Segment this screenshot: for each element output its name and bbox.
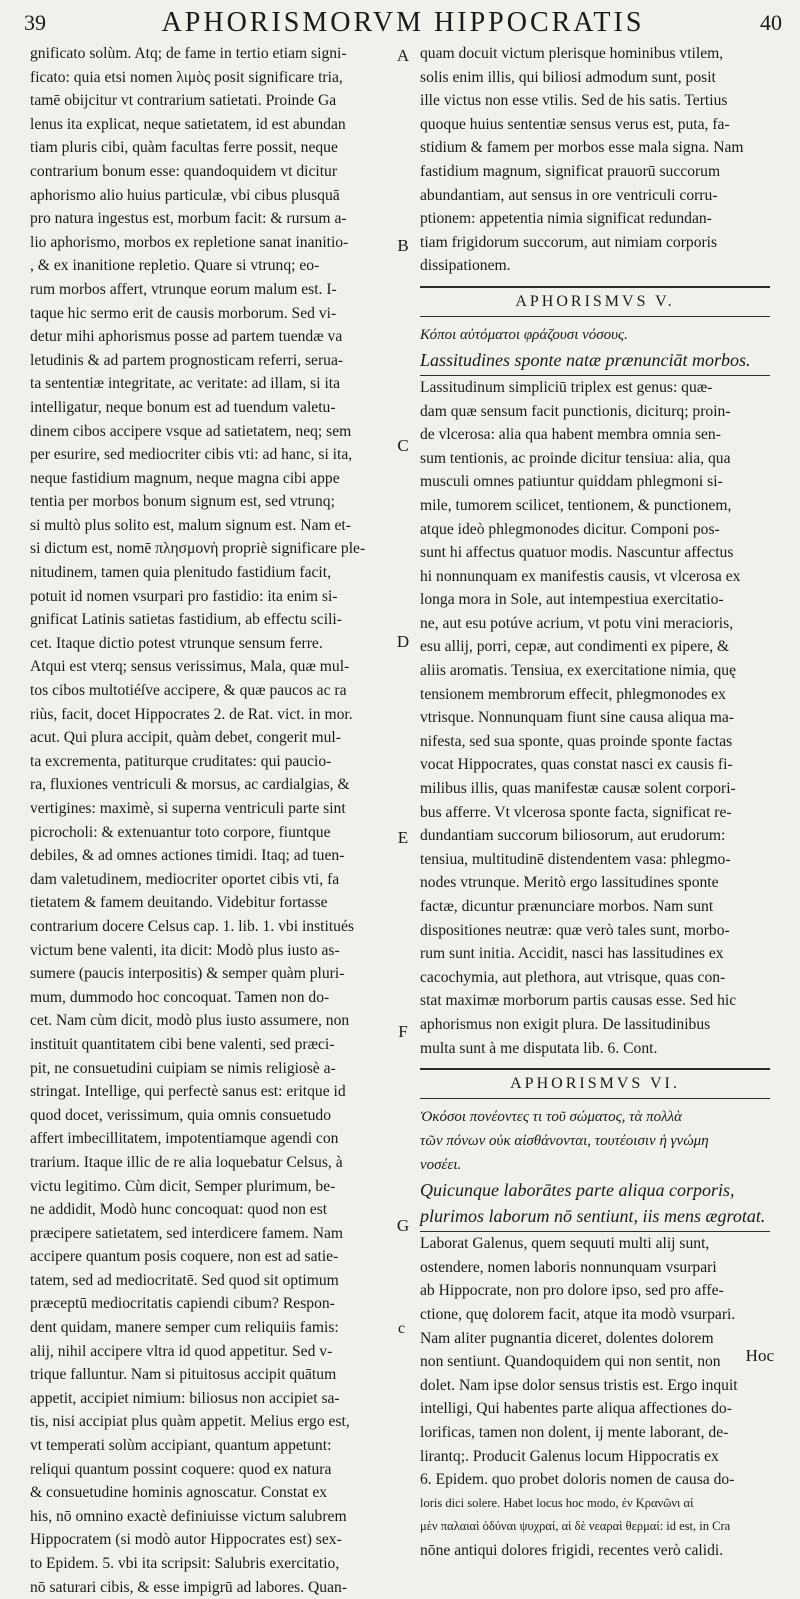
text-line: quam docuit victum plerisque hominibus vtilem, bbox=[420, 45, 724, 62]
text-line: rum sunt initia. Accidit, nasci has lassitudines ex bbox=[420, 945, 724, 963]
text-line: trarium. Itaque illic de re alia loquebatur Celsus, à bbox=[30, 1153, 343, 1171]
text-line: nifesta, sed sua sponte, quas proinde sponte factas bbox=[420, 732, 733, 750]
right-column bbox=[420, 42, 770, 1562]
margin-letter-c: C bbox=[397, 436, 409, 455]
left-column bbox=[30, 42, 388, 1599]
catchword: Hoc bbox=[745, 1346, 774, 1365]
ornament-mark: c bbox=[398, 1320, 406, 1337]
text-line: ne, aut esu potúve acrium, vt potu vini meracioris, bbox=[420, 614, 734, 632]
text-line: vertigines: maximè, si superna ventriculi parte sint bbox=[30, 800, 346, 817]
text-line: dam quæ sensum facit punctionis, diciturq; proin- bbox=[420, 402, 731, 420]
text-line: pro natura ingestus est, morbum facit: & rursum a- bbox=[30, 210, 347, 228]
text-line: si dictum est, nomē πλησμονὴ propriè significare ple- bbox=[30, 540, 366, 558]
text-line: stringat. Intellige, qui perfectè sanus est: eritque id bbox=[30, 1083, 346, 1101]
text-line: alij, nihil accipere vltra id quod appetitur. Sed v- bbox=[30, 1342, 333, 1360]
text-line: tis, nisi accipiat plus quàm appetit. Melius ergo est, bbox=[30, 1413, 350, 1431]
text-line: rum morbos affert, vtrunque eorum malum est. I- bbox=[30, 280, 337, 298]
text-line: tos cibos multotiéſve accipere, & quæ paucos ac ra bbox=[30, 682, 347, 700]
text-line: lorificas, tamen non dolent, ij mente laborant, de- bbox=[420, 1423, 729, 1441]
text-line: tamē obijcitur vt contrarium satietati. Proinde Ga bbox=[30, 92, 337, 110]
text-line: dinem cibos accipere vsque ad satietatem, neq; sem bbox=[30, 422, 352, 440]
text-line: mum, dummodo hoc concoquat. Tamen non do- bbox=[30, 988, 330, 1006]
margin-letter-f: F bbox=[398, 1022, 408, 1041]
text-line: ptionem: appetentia nimia significat redundan- bbox=[420, 210, 712, 228]
text-line: μὲν παλαιαὶ ὀδύναι ψυχραί, αἱ δὲ νεαραὶ θερμαί: id est, in Cra bbox=[420, 1519, 731, 1534]
text-line: intelligatur, neque bonum est ad tuendum valetu- bbox=[30, 398, 336, 416]
text-line: lio aphorismo, morbos ex repletione sanat inanitio- bbox=[30, 233, 349, 251]
text-line: lirantq;. Producit Galenus locum Hippocratis ex bbox=[420, 1447, 719, 1465]
text-line: Laborat Galenus, quem sequuti multi alij sunt, bbox=[420, 1235, 710, 1253]
text-line: quoque huius sententiæ sensus verus est, puta, fa- bbox=[420, 115, 730, 133]
text-line: esu allij, porri, cepæ, aut condimenti ex pipere, & bbox=[420, 638, 730, 656]
text-line: non sentiunt. Quandoquidem qui non sentit, non bbox=[420, 1353, 721, 1371]
text-line: tietatem & famem deuitando. Videbitur fortasse bbox=[30, 894, 328, 912]
text-line: potuit id nomen vsurpari pro fastidio: ita enim si- bbox=[30, 587, 338, 605]
text-line: fastidium magnum, significat prauorū succorum bbox=[420, 162, 721, 180]
text-line: si multò plus solito est, malum signum est. Nam et- bbox=[30, 516, 351, 534]
aphorism-6-greek: νοσέει. bbox=[420, 1157, 462, 1174]
text-line: ille victus non esse vtilis. Sed de his satis. Tertius bbox=[420, 92, 728, 110]
text-line: ta sententiæ integritate, ac veritate: ad illam, si ita bbox=[30, 375, 341, 393]
text-line: hi nonnunquam ex manifestis causis, vt vlcerosa ex bbox=[420, 567, 741, 585]
text-line: musculi omnes patiuntur quiddam phlegmoni si- bbox=[420, 473, 723, 491]
text-line: dent quidam, manere semper cum reliquiis famis: bbox=[30, 1319, 339, 1337]
text-line: dispositiones neutræ: quæ verò tales sunt, morbo- bbox=[420, 921, 730, 939]
text-line: affert imbecillitatem, impotentiamque agendi con bbox=[30, 1130, 339, 1148]
text-line: Hippocratem (si modò autor Hippocrates est) sex- bbox=[30, 1531, 342, 1549]
text-line: neque fastidium magnum, neque magna cibi appe bbox=[30, 469, 340, 487]
text-line: reliqui quantum possint coquere: quod ex natura bbox=[30, 1460, 332, 1478]
aphorism-6-greek: Ὁκόσοι πονέοντες τι τοῦ σώματος, τὰ πολλὰ bbox=[420, 1109, 683, 1126]
text-line: mile, tumorem scilicet, tentionem, & punctionem, bbox=[420, 496, 732, 514]
text-line: gnificato solùm. Atq; de fame in tertio etiam signi- bbox=[30, 45, 347, 62]
margin-letter-g: G bbox=[396, 1216, 410, 1235]
margin-letter-e: E bbox=[397, 828, 409, 847]
text-line: tensionem membrorum effecit, phlegmonodes ex bbox=[420, 685, 726, 703]
text-line: pit, ne consuetudini cuipiam se nimis religiosè a- bbox=[30, 1059, 336, 1077]
text-line: solis enim illis, qui biliosi admodum sunt, posit bbox=[420, 68, 716, 86]
text-line: tensiua, multitudinē distendentem vasa: phlegmo- bbox=[420, 850, 731, 868]
text-line: Lassitudinum simpliciū triplex est genus: quæ- bbox=[420, 378, 713, 396]
text-line: stidium & famem per morbos esse mala signa. Nam bbox=[420, 139, 744, 157]
text-line: aliis aromatis. Tensiua, ex exercitatione nimia, quę bbox=[420, 662, 737, 680]
text-line: riùs, facit, docet Hippocrates 2. de Rat. vict. in mor. bbox=[30, 705, 353, 723]
text-line: stat maximæ morborum partis causas esse. Sed hic bbox=[420, 992, 737, 1010]
text-line: tiam pluris cibi, quàm facultas ferre possit, neque bbox=[30, 139, 338, 157]
text-line: dolet. Nam ipse dolor sensus tristis est. Ergo inquit bbox=[420, 1376, 738, 1394]
text-line: vt temperati solùm accipiant, quantum appetunt: bbox=[30, 1437, 332, 1455]
text-line: præceptū mediocritatis capiendi cibum? Respon- bbox=[30, 1295, 335, 1313]
running-title: APHORISMORVM HIPPOCRATIS bbox=[161, 7, 645, 38]
text-line: dissipationem. bbox=[420, 257, 511, 275]
left-page-number: 39 bbox=[24, 10, 46, 35]
text-line: tentia per morbos bonum signum est, sed vtrunq; bbox=[30, 493, 335, 511]
text-line: vocat Hippocrates, quas constat nasci ex causis fi- bbox=[420, 756, 733, 774]
right-page-number: 40 bbox=[759, 10, 782, 35]
text-line: tiam frigidorum succorum, aut nimiam corporis bbox=[420, 233, 718, 251]
aphorism-5-greek: Κόποι αὐτόματοι φράζουσι νόσους. bbox=[420, 326, 628, 343]
text-line: cet. Itaque dictio potest vtrunque sensum ferre. bbox=[30, 634, 323, 652]
text-line: his, nō omnino exactè definiuisse victum salubrem bbox=[30, 1507, 347, 1525]
text-line: & consuetudine hominis agnoscatur. Constat ex bbox=[30, 1484, 328, 1502]
margin-letter-d: D bbox=[396, 632, 410, 651]
text-line: vtrisque. Nonnunquam fiunt sine causa aliqua ma- bbox=[420, 709, 734, 727]
aphorism-6-heading: APHORISMVS VI. bbox=[420, 1068, 770, 1099]
text-line: contrarium bonum esse: quandoquidem vt dicitur bbox=[30, 162, 338, 180]
text-line: dundantiam succorum biliosorum, aut erudorum: bbox=[420, 827, 726, 845]
text-line: 6. Epidem. quo probet doloris nomen de causa do- bbox=[420, 1471, 735, 1489]
aphorism-5-latin: Lassitudines sponte natæ prænunciāt morbos. bbox=[420, 347, 770, 376]
running-header bbox=[24, 4, 782, 42]
text-line: letudinis & ad partem prognosticam referri, serua- bbox=[30, 351, 344, 369]
text-line: sumere (paucis interpositis) & semper quàm pluri- bbox=[30, 965, 345, 983]
text-line: sunt hi affectus quatuor modis. Nascuntur affectus bbox=[420, 544, 734, 562]
text-line: contrarium docere Celsus cap. 1. lib. 1. vbi institués bbox=[30, 917, 354, 935]
text-line: milibus illis, quas manifestæ causæ solent corpori- bbox=[420, 780, 736, 798]
text-line: Atqui est vterq; sensus verissimus, Mala, quæ mul- bbox=[30, 658, 350, 676]
text-line: aphorismo alio huius particulæ, vbi cibus plusquā bbox=[30, 186, 340, 204]
text-line: ta excrementa, patiturque cruditates: qui paucio- bbox=[30, 752, 332, 770]
text-line: debiles, & ad omnes actiones timidi. Itaq; ad tuen- bbox=[30, 847, 345, 865]
text-line: Nam aliter pugnantia diceret, dolentes dolorem bbox=[420, 1329, 714, 1347]
text-line: præcipere satietatem, sed interdicere famem. Nam bbox=[30, 1224, 344, 1242]
text-line: appetit, accipiet nimium: biliosus non accipiet sa- bbox=[30, 1389, 340, 1407]
text-line: nodes vtrunque. Meritò ergo lassitudines sponte bbox=[420, 874, 719, 892]
text-line: nō saturari cibis, & esse impigrū ad labores. Quan- bbox=[30, 1578, 347, 1596]
text-line: aphorismus non exigit plura. De lassitudinibus bbox=[420, 1015, 711, 1033]
text-line: cacochymia, aut plethora, aut vtrisque, quas con- bbox=[420, 968, 726, 986]
text-line: lenus ita explicat, neque satietatem, id est abundan bbox=[30, 115, 346, 133]
text-line: gnificat Latinis satietas fastidium, ab effectu scili- bbox=[30, 611, 342, 629]
aphorism-6-latin: Quicunque laborātes parte aliqua corporis, bbox=[420, 1180, 735, 1201]
text-line: victu legitimo. Cùm dicit, Semper plurimum, be- bbox=[30, 1177, 336, 1195]
text-line: trique falluntur. Nam si pituitosus accipit quātum bbox=[30, 1366, 337, 1384]
text-line: de vlcerosa: alia qua habent membra omnia sen- bbox=[420, 426, 721, 444]
text-line: acut. Qui plura accipit, quàm debet, congerit mul- bbox=[30, 729, 341, 747]
aphorism-6-greek: τῶν πόνων οὐκ αἰσθάνονται, τουτέοισιν ἡ γνώμη bbox=[420, 1133, 709, 1150]
margin-letter-b: B bbox=[397, 236, 409, 255]
text-line: per esurire, sed mediocriter cibis vti: ad hanc, si ita, bbox=[30, 446, 353, 464]
text-line: picrocholi: & extenuantur toto corpore, fiuntque bbox=[30, 823, 331, 841]
text-line: ostendere, nomen laboris nonnunquam vsurpari bbox=[420, 1258, 717, 1276]
text-line: intelligi, Qui habentes parte aliqua affectiones do- bbox=[420, 1400, 732, 1418]
text-line: instituit quantitatem cibi bene valenti, sed præci- bbox=[30, 1035, 335, 1053]
text-line: tatem, sed ad mediocritatē. Sed quod sit optimum bbox=[30, 1271, 339, 1289]
text-line: loris dici solere. Habet locus hoc modo, ἐν Κρανῶνι αἱ bbox=[420, 1495, 694, 1510]
text-line: quod docet, verissimum, quia omnis consuetudo bbox=[30, 1106, 332, 1124]
text-line: taque hic sermo erit de causis morborum. Sed vi- bbox=[30, 304, 337, 322]
text-line: sum tentionis, ac proinde dicitur tensiua: alia, qua bbox=[420, 449, 731, 467]
text-line: , & ex inanitione repletio. Quare si vtrunq; eo- bbox=[30, 257, 320, 275]
text-line: atque ideò phlegmonodes dicitur. Componi pos- bbox=[420, 520, 720, 538]
text-line: cet. Nam cùm dicit, modò plus iusto assumere, non bbox=[30, 1012, 350, 1030]
text-line: ne addidit, Modò hunc concoquat: quod non est bbox=[30, 1201, 328, 1219]
text-line: ra, fluxiones ventriculi & morsus, ac cardialgias, & bbox=[30, 776, 350, 794]
margin-letter-a: A bbox=[396, 46, 410, 65]
text-line: ficato: quia etsi nomen λιμὸς posit significare tria, bbox=[30, 68, 343, 86]
text-line: to Epidem. 5. vbi ita scripsit: Salubris exercitatio, bbox=[30, 1555, 340, 1572]
text-line: abundantiam, aut sensus in ore ventriculi corru- bbox=[420, 186, 718, 204]
text-line: ctione, quę dolorem facit, atque ita modò vsurpari. bbox=[420, 1305, 736, 1323]
text-line: bus afferre. Vt vlcerosa sponte facta, significat re- bbox=[420, 803, 732, 821]
text-line: nitudinem, tamen quia plenitudo fastidium facit, bbox=[30, 564, 331, 582]
text-line: victum bene valenti, ita dicit: Modò plus iusto as- bbox=[30, 941, 340, 959]
text-line: ab Hippocrate, non pro dolore ipso, sed pro affe- bbox=[420, 1282, 724, 1300]
text-line: longa mora in Sole, aut intempestiua exercitatio- bbox=[420, 591, 724, 609]
text-line: accipere quantum posis coquere, non est ad satie- bbox=[30, 1248, 339, 1266]
text-line: multa sunt à me disputata lib. 6. Cont. bbox=[420, 1039, 658, 1057]
aphorism-6-latin: plurimos laborum nō sentiunt, iis mens ægrotat. bbox=[420, 1203, 770, 1232]
text-line: factæ, dicuntur prænunciare morbos. Nam sunt bbox=[420, 898, 714, 915]
text-line: dam valetudinem, mediocriter oportet cibis vti, fa bbox=[30, 870, 340, 888]
text-line: detur mihi aphorismus posse ad partem tuendæ va bbox=[30, 328, 343, 346]
text-line: nōne antiqui dolores frigidi, recentes verò calidi. bbox=[420, 1541, 724, 1559]
aphorism-5-heading: APHORISMVS V. bbox=[420, 286, 770, 317]
